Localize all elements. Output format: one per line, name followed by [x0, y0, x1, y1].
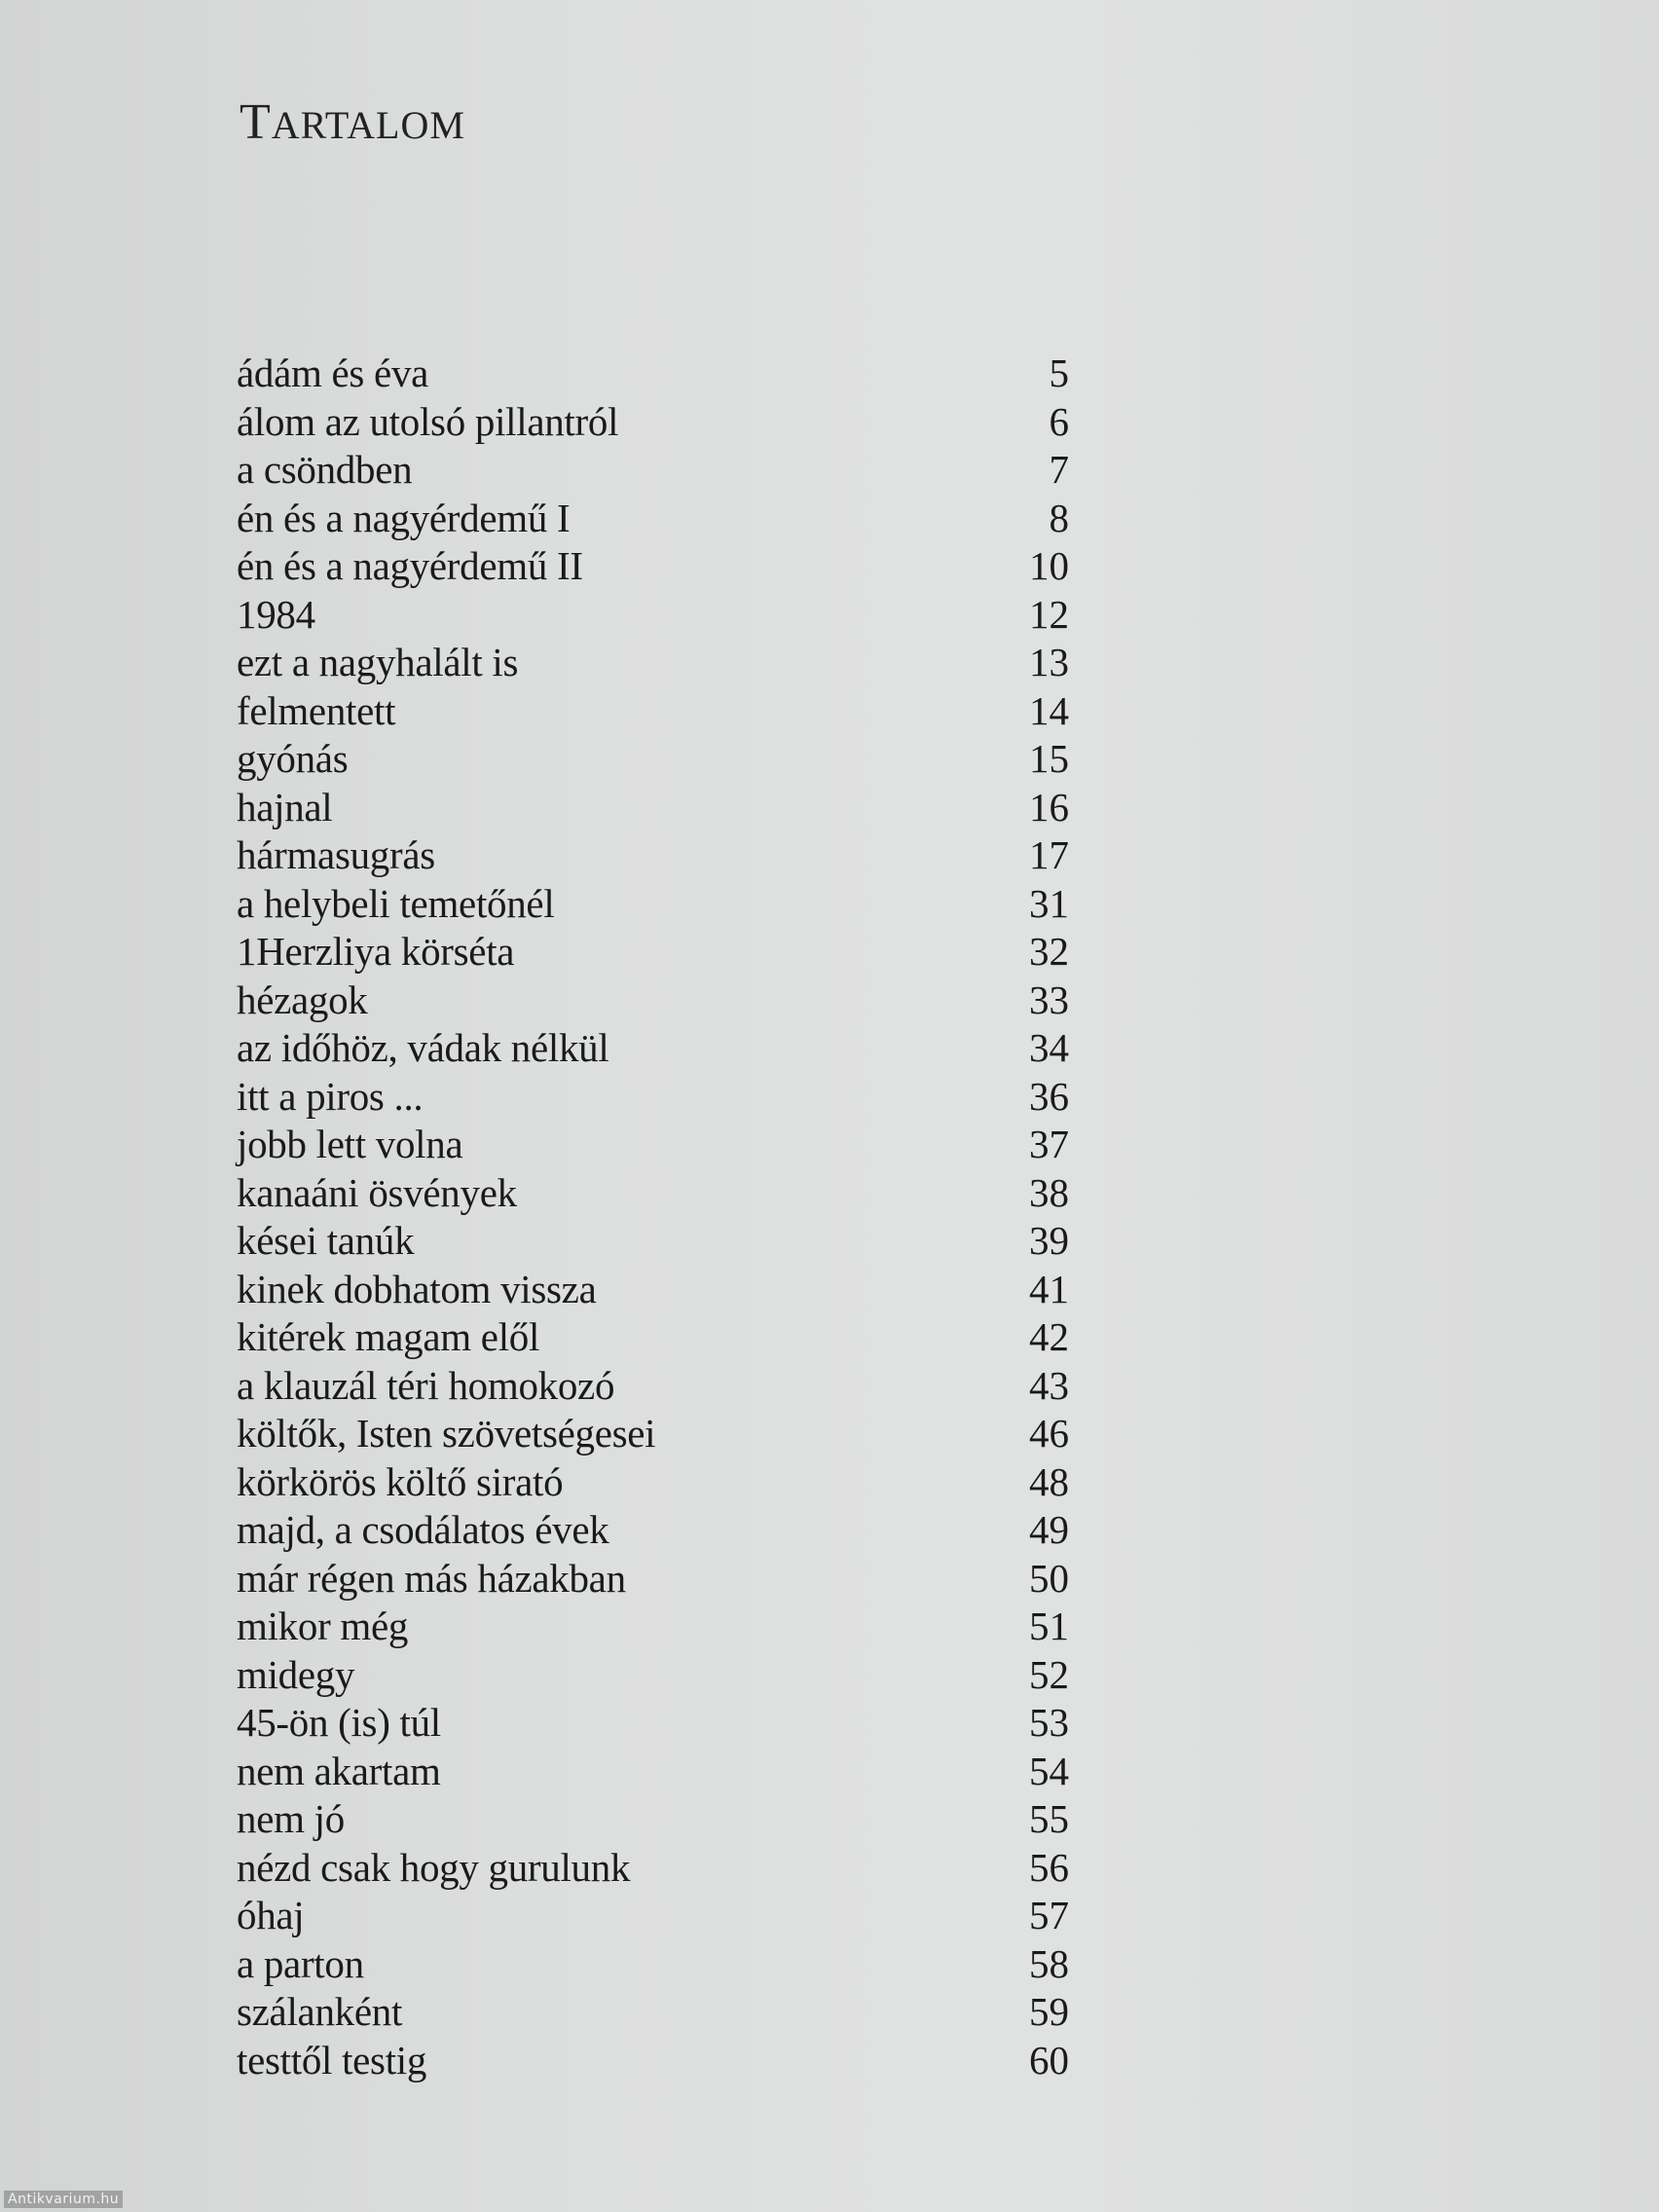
toc-entry-page-number: 43 [1029, 1362, 1069, 1408]
toc-entry-page-number: 56 [1029, 1844, 1069, 1890]
toc-entry [237, 1024, 1069, 1073]
toc-entry [237, 639, 1069, 687]
toc-entry-page-number: 38 [1029, 1169, 1069, 1215]
toc-entry [237, 1169, 1069, 1218]
toc-entry-title: hármasugrás [237, 832, 435, 877]
toc-entry-page-number: 15 [1029, 736, 1069, 781]
toc-entry-title: ádám és éva [237, 350, 429, 395]
toc-entry-page-number: 17 [1029, 832, 1069, 877]
toc-entry-title: kitérek magam elől [237, 1314, 540, 1359]
toc-entry-title: én és a nagyérdemű I [237, 495, 571, 540]
toc-entry-page-number: 60 [1029, 2037, 1069, 2083]
toc-entry-page-number: 8 [1049, 495, 1069, 540]
toc-entry-title: én és a nagyérdemű II [237, 543, 583, 588]
toc-entry-page-number: 52 [1029, 1651, 1069, 1697]
toc-entry-title: költők, Isten szövetségesei [237, 1411, 656, 1456]
toc-entry-page-number: 58 [1029, 1940, 1069, 1986]
toc-entry-title: óhaj [237, 1893, 305, 1937]
toc-entry-page-number: 7 [1049, 447, 1069, 492]
toc-entry-title: felmentett [237, 687, 396, 733]
toc-entry-page-number: 57 [1029, 1893, 1069, 1937]
toc-entry-title: a parton [237, 1940, 364, 1986]
toc-entry-title: 45-ön (is) túl [237, 1700, 441, 1745]
toc-entry [237, 1313, 1069, 1362]
page-title [240, 94, 465, 150]
toc-entry-page-number: 39 [1029, 1218, 1069, 1263]
toc-entry-page-number: 59 [1029, 1989, 1069, 2034]
toc-entry-page-number: 6 [1049, 398, 1069, 444]
toc-entry-title: itt a piros ... [237, 1073, 424, 1119]
toc-entry-title: kinek dobhatom vissza [237, 1266, 597, 1311]
toc-entry-page-number: 49 [1029, 1507, 1069, 1552]
toc-entry-title: gyónás [237, 736, 349, 781]
toc-entry [237, 784, 1069, 832]
toc-entry [237, 1458, 1069, 1507]
toc-entry-title: szálanként [237, 1989, 403, 2034]
toc-entry [237, 1603, 1069, 1651]
page-title-initial: T [240, 94, 272, 150]
watermark: Antikvarium.hu [4, 2191, 123, 2208]
toc-entry [237, 1844, 1069, 1893]
toc-entry [237, 1506, 1069, 1555]
toc-entry [237, 446, 1069, 495]
toc-entry [237, 398, 1069, 447]
toc-entry-title: nem akartam [237, 1748, 441, 1793]
toc-entry [237, 1266, 1069, 1314]
toc-entry [237, 1795, 1069, 1844]
toc-entry [237, 1892, 1069, 1940]
toc-entry-title: hézagok [237, 977, 368, 1022]
toc-entry-page-number: 14 [1029, 687, 1069, 733]
toc-entry [237, 1699, 1069, 1748]
toc-entry-page-number: 46 [1029, 1411, 1069, 1456]
toc-entry-title: jobb lett volna [237, 1122, 463, 1166]
page-title-rest: ARTALOM [271, 103, 465, 147]
toc-entry [237, 1748, 1069, 1796]
toc-entry-page-number: 41 [1029, 1266, 1069, 1311]
toc-entry-page-number: 50 [1029, 1555, 1069, 1601]
toc-entry-page-number: 31 [1029, 880, 1069, 926]
toc-entry-page-number: 32 [1029, 929, 1069, 974]
toc-entry-title: testtől testig [237, 2037, 427, 2083]
toc-entry-page-number: 16 [1029, 784, 1069, 830]
toc-entry-page-number: 42 [1029, 1314, 1069, 1359]
toc-entry-page-number: 55 [1029, 1796, 1069, 1841]
toc-entry-title: kései tanúk [237, 1218, 415, 1263]
toc-entry [237, 1410, 1069, 1458]
toc-entry [237, 831, 1069, 880]
toc-entry-title: nézd csak hogy gurulunk [237, 1844, 631, 1890]
toc-entry-title: 1Herzliya körséta [237, 929, 515, 974]
toc-entry [237, 687, 1069, 736]
toc-entry-page-number: 53 [1029, 1700, 1069, 1745]
toc-entry-page-number: 54 [1029, 1748, 1069, 1793]
toc-entry-page-number: 13 [1029, 640, 1069, 684]
toc-entry [237, 1217, 1069, 1266]
toc-entry [237, 928, 1069, 977]
toc-entry-page-number: 5 [1049, 350, 1069, 395]
toc-entry-title: a csöndben [237, 447, 413, 492]
toc-entry-title: a klauzál téri homokozó [237, 1362, 615, 1408]
toc-entry [237, 350, 1069, 398]
toc-entry-title: körkörös költő sirató [237, 1458, 564, 1504]
toc-entry-page-number: 48 [1029, 1458, 1069, 1504]
toc-entry-title: a helybeli temetőnél [237, 880, 555, 926]
toc-entry-title: már régen más házakban [237, 1555, 626, 1601]
toc-entry [237, 1555, 1069, 1604]
toc-entry-title: az időhöz, vádak nélkül [237, 1025, 609, 1070]
toc-entry [237, 2037, 1069, 2085]
toc-entry [237, 1988, 1069, 2037]
toc-entry [237, 1940, 1069, 1989]
toc-entry-page-number: 34 [1029, 1025, 1069, 1070]
toc-entry [237, 542, 1069, 591]
toc-entry [237, 495, 1069, 543]
toc-entry-title: hajnal [237, 784, 333, 830]
toc-entry [237, 1362, 1069, 1411]
toc-entry-title: ezt a nagyhalált is [237, 640, 519, 684]
toc-entry-page-number: 36 [1029, 1073, 1069, 1119]
toc-entry [237, 735, 1069, 784]
toc-entry-page-number: 10 [1029, 543, 1069, 588]
toc-entry-title: midegy [237, 1651, 355, 1697]
toc-entry-page-number: 51 [1029, 1604, 1069, 1648]
toc-entry-title: 1984 [237, 591, 315, 637]
table-of-contents [237, 350, 1069, 2084]
toc-entry [237, 1073, 1069, 1122]
toc-entry-title: kanaáni ösvények [237, 1169, 517, 1215]
toc-entry [237, 880, 1069, 929]
toc-entry-page-number: 33 [1029, 977, 1069, 1022]
toc-entry-title: álom az utolsó pillantról [237, 398, 619, 444]
toc-entry [237, 591, 1069, 640]
toc-entry-title: mikor még [237, 1604, 409, 1648]
toc-entry [237, 1121, 1069, 1169]
toc-entry-title: majd, a csodálatos évek [237, 1507, 609, 1552]
toc-entry [237, 1651, 1069, 1700]
toc-entry-page-number: 12 [1029, 591, 1069, 637]
toc-entry-page-number: 37 [1029, 1122, 1069, 1166]
toc-entry [237, 977, 1069, 1025]
toc-entry-title: nem jó [237, 1796, 345, 1841]
